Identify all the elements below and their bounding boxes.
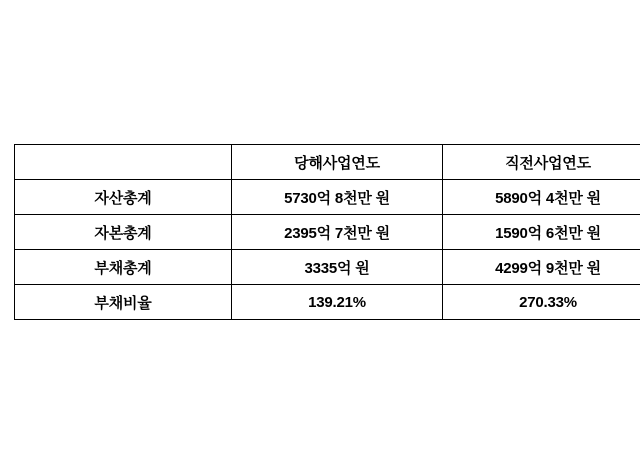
cell-debt-ratio-previous: 270.33% (443, 285, 640, 320)
table-header-corner (15, 145, 232, 180)
table-row (15, 285, 640, 320)
financial-summary-table-wrapper (14, 144, 626, 320)
row-label-debt-ratio: 부채비율 (15, 285, 232, 320)
table-row (15, 180, 640, 215)
table-header-row (15, 145, 640, 180)
cell-total-assets-current: 5730억 8천만 원 (232, 180, 443, 215)
cell-total-liabilities-current: 3335억 원 (232, 250, 443, 285)
cell-total-assets-previous: 5890억 4천만 원 (443, 180, 640, 215)
table-row (15, 250, 640, 285)
row-label-total-assets: 자산총계 (15, 180, 232, 215)
cell-total-equity-current: 2395억 7천만 원 (232, 215, 443, 250)
row-label-total-liabilities: 부채총계 (15, 250, 232, 285)
cell-total-liabilities-previous: 4299억 9천만 원 (443, 250, 640, 285)
table-header-previous-year: 직전사업연도 (443, 145, 640, 180)
financial-summary-table (14, 144, 640, 320)
cell-total-equity-previous: 1590억 6천만 원 (443, 215, 640, 250)
table-header-current-year: 당해사업연도 (232, 145, 443, 180)
row-label-total-equity: 자본총계 (15, 215, 232, 250)
table-row (15, 215, 640, 250)
cell-debt-ratio-current: 139.21% (232, 285, 443, 320)
